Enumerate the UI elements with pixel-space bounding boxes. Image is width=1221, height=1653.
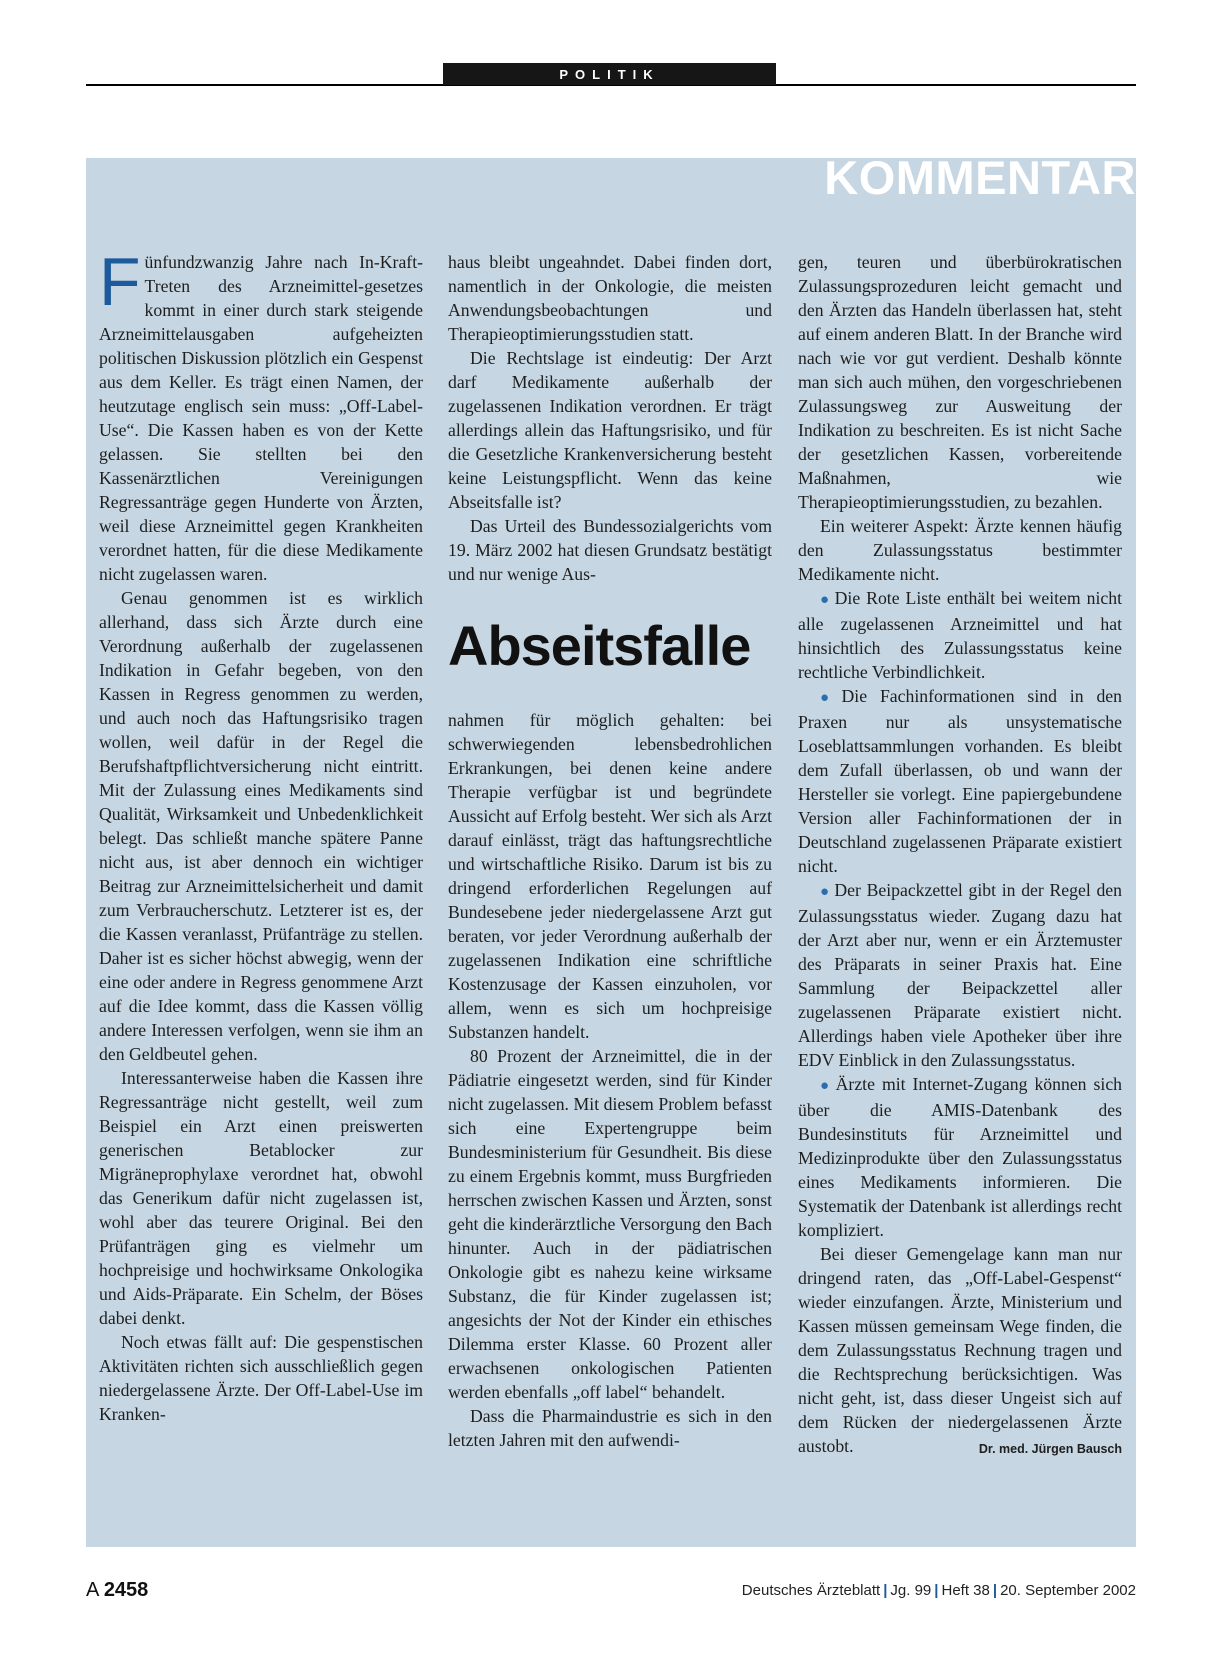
bullet-icon: ● [820,1078,832,1094]
page-prefix: A [86,1579,99,1601]
bullet-item [798,684,1122,878]
journal-issue: Heft 38 [941,1582,990,1599]
bullet-text: Ärzte mit Internet-Zugang können sich über die AMIS-Datenbank des Bundesinstituts für Arzneimittel und Medizinprodukte über den Zulassungsstatus eines Medikaments informieren. Die Systematik der Datenbank ist allerdings recht kompliziert. [798,1074,1123,1240]
paragraph-1-text: ünfundzwanzig Jahre nach In-Kraft-Treten des Arzneimittel-gesetzes kommt in einer durch stark steigende Arzneimittelausgaben aufgeheizten politischen Diskussion plötzlich ein Gespenst aus dem Keller. Es trägt einen Namen, der heutzutage englisch sein muss: „Off-Label-Use“. Die Kassen haben es von der Kette gelassen. Sie stellten bei den Kassenärztlichen Vereinigungen Regressanträge gegen Hunderte von Ärzten, weil diese Arzneimittel gegen Krankheiten verordnet hatten, für die diese Medikamente nicht zugelassen waren. [99,252,423,584]
paragraph-8: nahmen für möglich gehalten: bei schwerwiegenden lebensbedrohlichen Erkrankungen, bei denen keine andere Therapie verfügbar ist und begründete Aussicht auf Erfolg besteht. Wer sich als Arzt darauf einlässt, trägt das haftungsrechtliche und wirtschaftliche Risiko. Darum ist bis zu dringend erforderlichen Regelungen auf Bundesebene jeder niedergelassene Arzt gut beraten, vor jeder Verordnung außerhalb der zugelassenen Indikation eine schriftliche Kostenzusage der Kassen einzuholen, vor allem, wenn es sich um hochpreisige Substanzen handelt. [448,710,772,1042]
bullet-text: Die Rote Liste enthält bei weitem nicht alle zugelassenen Arzneimittel und hat hinsichtlich des Zulassungsstatus keine rechtliche Verbindlichkeit. [798,588,1122,682]
paragraph-1 [99,244,423,586]
paragraph-12: Ein weiterer Aspekt: Ärzte kennen häufig den Zulassungsstatus bestimmter Medikamente nicht. [798,516,1122,584]
bullet-text: Die Fachinformationen sind in den Praxen nur als unsystematische Loseblattsammlungen vorhanden. Es bleibt dem Zufall überlassen, ob und wann der Hersteller sie vorlegt. Eine papiergebundene Version aller Fachinformationen der in Deutschland zugelassenen Präparate existiert nicht. [798,686,1122,876]
journal-volume: Jg. 99 [890,1582,932,1599]
bullet-icon: ● [820,690,838,706]
footer-citation [742,1582,1136,1599]
column-3 [798,250,1122,1461]
section-label: POLITIK [443,63,776,85]
journal-name: Deutsches Ärzteblatt [741,1582,881,1599]
author-byline: Dr. med. Jürgen Bausch [978,1442,1122,1456]
page-number-value: 2458 [103,1579,149,1601]
paragraph-2: Genau genommen ist es wirklich allerhand, dass sich Ärzte durch eine Verordnung außerhalb der zugelassenen Indikation in Gefahr begeben, von den Kassen in Regress genommen zu werden, und auch noch das Haftungsrisiko tragen wollen, weil dafür in der Regel die Berufshaftpflichtversicherung nicht eintritt. Mit der Zulassung eines Medikaments sind Qualität, Wirksamkeit und Unbedenklichkeit belegt. Das schließt manche spätere Panne nicht aus, ist aber dennoch ein wichtiger Beitrag zur Arzneimittelsicherheit und damit zum Verbraucherschutz. Letzterer ist es, der die Kassen veranlasst, Prüfanträge zu stellen. Daher ist es sicher höchst abwegig, wenn der eine oder andere in Regress genommene Arzt auf die Idee kommt, dass die Kassen völlig andere Interessen verfolgen, wenn sie ihm an den Geldbeutel gehen. [99,588,423,1064]
page-number [86,1579,148,1602]
closing-text: Bei dieser Gemengelage kann man nur dringend raten, das „Off-Label-Gespenst“ wieder einzufangen. Ärzte, Ministerium und Kassen müssen gemeinsam Wege finden, die dem Zulassungsstatus Rechnung tragen und die Rechtsprechung berücksichtigen. Was nicht geht, ist, dass dieser Ungeist sich auf dem Rücken der niedergelassenen Ärzte austobt. [798,1244,1122,1456]
separator-icon: | [992,1582,998,1599]
bullet-item [798,1072,1122,1242]
separator-icon: | [883,1582,888,1599]
paragraph-9: 80 Prozent der Arzneimittel, die in der Pädiatrie eingesetzt werden, sind für Kinder nicht zugelassen. Mit diesem Problem befasst sich eine Expertengruppe beim Bundesministerium für Gesundheit. Bis diese zu einem Ergebnis kommt, muss Burgfrieden herrschen zwischen Kassen und Ärzten, sonst geht die kinderärztliche Versorgung den Bach hinunter. Auch in der pädiatrischen Onkologie gibt es nahezu keine wirksame Substanz, die für Kinder zugelassen ist; angesichts der Not der Kinder ein ethisches Dilemma erster Klasse. 60 Prozent aller erwachsenen onkologischen Patienten werden ebenfalls „off label“ behandelt. [448,1046,772,1402]
headline: Abseitsfalle [448,614,751,677]
bullet-text: Der Beipackzettel gibt in der Regel den Zulassungsstatus wieder. Zugang dazu hat der Arzt aber nur, wenn er ein Ärztemuster des Präparats in seiner Praxis hat. Eine Sammlung der Beipackzettel aller zugelassenen Präparate existiert nicht. Allerdings haben viele Apotheker über ihre EDV Einblick in den Zulassungsstatus. [798,880,1122,1070]
bullet-item [798,586,1122,684]
kicker-heading: KOMMENTAR [824,154,1136,196]
journal-date: 20. September 2002 [1000,1582,1136,1599]
bullet-item [798,878,1122,1072]
column-2 [448,250,772,1452]
drop-cap: F [99,244,141,320]
commentary-panel [86,154,1136,1547]
paragraph-closing [798,1242,1122,1458]
paragraph-4: Noch etwas fällt auf: Die gespenstischen Aktivitäten richten sich ausschließlich gegen niedergelassene Ärzte. Der Off-Label-Use im Kranken- [99,1332,423,1424]
paragraph-10: Dass die Pharmaindustrie es sich in den letzten Jahren mit den aufwendi- [448,1406,772,1450]
paragraph-6: Die Rechtslage ist eindeutig: Der Arzt darf Medikamente außerhalb der zugelassenen Indikation verordnen. Er trägt allerdings allein das Haftungsrisiko, und für die Gesetzliche Krankenversicherung besteht keine Leistungspflicht. Wenn das keine Abseitsfalle ist? [448,348,772,512]
paragraph-7: Das Urteil des Bundessozialgerichts vom 19. März 2002 hat diesen Grundsatz bestätigt und nur wenige Aus- [448,516,772,584]
paragraph-5: haus bleibt ungeahndet. Dabei finden dort, namentlich in der Onkologie, die meisten Anwendungsbeobachtungen und Therapieoptimierungsstudien statt. [448,252,772,344]
column-1 [99,244,423,1426]
paragraph-11: gen, teuren und überbürokratischen Zulassungsprozeduren leicht gemacht und den Ärzten das Handeln überlassen hat, steht auf einem anderen Blatt. In der Branche wird nach wie vor gut verdient. Deshalb könnte man sich auch mühen, den vorgeschriebenen Zulassungsweg zur Ausweitung der Indikation zu beschreiten. Es ist nicht Sache der gesetzlichen Kassen, vorbereitende Maßnahmen, wie Therapieoptimierungsstudien, zu bezahlen. [798,252,1122,512]
paragraph-3: Interessanterweise haben die Kassen ihre Regressanträge nicht gestellt, weil zum Beispiel ein Arzt einen preiswerten generischen Betablocker zur Migräneprophylaxe verordnet hat, obwohl das Generikum dafür nicht zugelassen ist, wohl aber das teurere Original. Bei den Prüfanträgen ging es vielmehr um hochpreisige und hochwirksame Onkologika und Aids-Präparate. Ein Schelm, der Böses dabei denkt. [99,1068,423,1328]
bullet-icon: ● [820,884,831,900]
separator-icon: | [934,1582,939,1599]
bullet-icon: ● [820,592,831,608]
